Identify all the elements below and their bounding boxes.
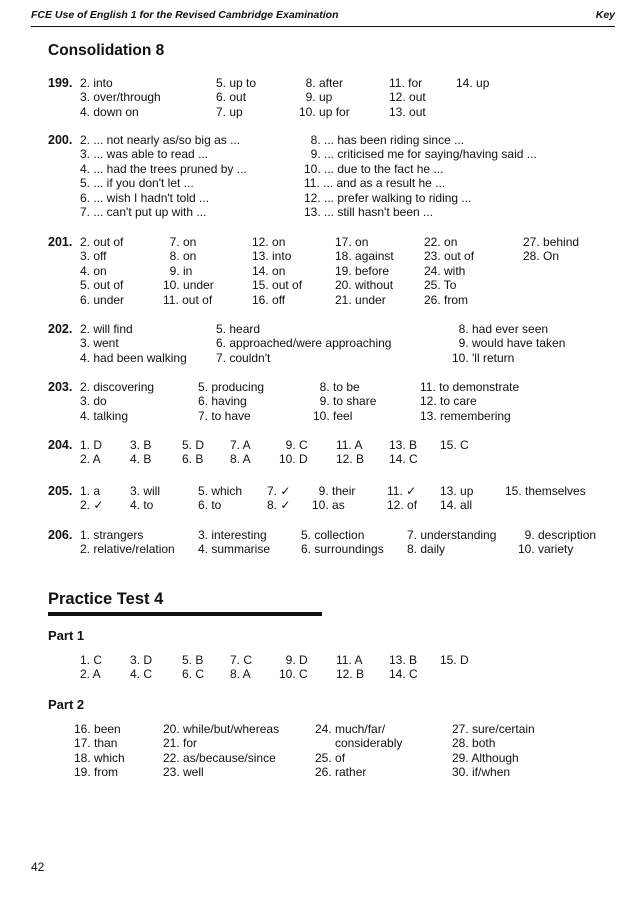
answer-item: 5. which [198, 484, 243, 498]
answer-item: 10. feel [313, 408, 353, 423]
answer-item: 14. all [440, 498, 473, 513]
answer-item: 3. B [130, 438, 152, 452]
answer-item: 13. ... still hasn't been ... [304, 204, 434, 219]
answer-item: 15. C [440, 438, 469, 452]
answer-item: 27. sure/certain [452, 722, 535, 736]
answer-column [80, 653, 102, 682]
answer-item: 12. B [336, 452, 365, 467]
answer-column [130, 438, 151, 467]
answer-item: 12. out [389, 90, 426, 105]
exercise-number: 203. [48, 380, 73, 394]
answer-item: 23. well [163, 765, 204, 780]
answer-item: 7. to have [198, 408, 251, 423]
answer-column [216, 76, 256, 119]
answer-item: 12. of [387, 498, 418, 513]
answer-item: 6. out [216, 90, 247, 105]
answer-item: 3. will [130, 484, 161, 498]
answer-item: 8. after [299, 76, 344, 90]
answer-item: 10. 'll return [452, 350, 515, 365]
answer-column [312, 484, 355, 513]
answer-column [80, 484, 103, 513]
answer-item: 7. ... can't put up with ... [80, 204, 207, 219]
answer-item: 7. A [230, 438, 251, 452]
answer-item: 3. D [130, 653, 153, 667]
answer-item: 3. interesting [198, 528, 267, 542]
answer-item: 1. D [80, 438, 103, 452]
answer-column [335, 235, 394, 307]
answer-item: 4. talking [80, 408, 129, 423]
exercise-number: 202. [48, 322, 73, 336]
answer-item: 14. C [389, 667, 418, 682]
answer-item: 5. ... if you don't let ... [80, 176, 194, 191]
answer-item: 14. up [456, 76, 490, 90]
answer-column [523, 235, 579, 264]
answer-item: 5. out of [80, 278, 124, 293]
answer-item: 12. ... prefer walking to riding ... [304, 190, 472, 205]
answer-item: 12. B [336, 667, 365, 682]
answer-item: 2. relative/relation [80, 542, 175, 557]
practice-test-rule [48, 612, 322, 616]
answer-item: 13. out [389, 104, 426, 119]
answer-item: 20. without [335, 278, 394, 293]
consolidation-heading: Consolidation 8 [48, 42, 165, 59]
answer-item: 11. ✓ [387, 484, 417, 498]
answer-item: 16. been [74, 722, 121, 736]
answer-column [440, 653, 469, 667]
answer-item: 7. understanding [407, 528, 497, 542]
answer-item: 7. ✓ [267, 484, 291, 498]
answer-item: 5. D [182, 438, 205, 452]
answer-item: 15. out of [252, 278, 303, 293]
answer-item: 10. variety [518, 542, 574, 557]
exercise-number: 205. [48, 484, 73, 498]
answer-item: 11. A [336, 438, 363, 452]
answer-item: 29. Although [452, 750, 519, 765]
answer-item: 4. summarise [198, 542, 271, 557]
answer-item: 25. To [424, 278, 457, 293]
answer-item: 11. for [389, 76, 423, 90]
answer-column [182, 653, 204, 682]
answer-column [315, 722, 402, 780]
answer-column [387, 484, 417, 513]
answer-column [279, 653, 308, 682]
answer-column [407, 528, 496, 557]
answer-column [389, 653, 418, 682]
answer-item: 22. as/because/since [163, 750, 276, 765]
answer-item: 10. up for [299, 104, 350, 119]
answer-item: 17. than [74, 736, 118, 751]
answer-column [80, 76, 161, 119]
answer-item: 6. B [182, 452, 204, 467]
answer-column [198, 380, 264, 423]
exercise-number: 201. [48, 235, 73, 249]
answer-item: 26. rather [315, 765, 367, 780]
answer-item: 3. went [80, 336, 119, 351]
answer-item: 6. approached/were approaching [216, 336, 392, 351]
running-header-title: FCE Use of English 1 for the Revised Cambridge Examination [31, 9, 339, 21]
answer-item: 9. would have taken [452, 336, 566, 351]
answer-item: 20. while/but/whereas [163, 722, 280, 736]
answer-item: 22. on [424, 235, 458, 249]
answer-item: 14. C [389, 452, 418, 467]
answer-item: 8. A [230, 667, 251, 682]
answer-item: 2. ... not nearly as/so big as ... [80, 133, 241, 147]
answer-item: 21. for [163, 736, 198, 751]
practice-test-heading: Practice Test 4 [48, 590, 164, 608]
answer-item: 18. against [335, 249, 394, 264]
answer-column [163, 722, 279, 780]
answer-item: 21. under [335, 292, 386, 307]
answer-item: 4. B [130, 452, 152, 467]
exercise-number: 204. [48, 438, 73, 452]
answer-item: 14. on [252, 263, 286, 278]
answer-item: 10. as [312, 498, 345, 513]
answer-item: 12. on [252, 235, 286, 249]
answer-item: 28. On [523, 249, 560, 264]
answer-item: 25. of [315, 750, 346, 765]
answer-item: considerably [315, 736, 403, 751]
answer-item: 4. C [130, 667, 153, 682]
answer-item: 18. which [74, 750, 125, 765]
answer-column [252, 235, 302, 307]
answer-column [198, 528, 270, 557]
answer-item: 9. ... criticised me for saying/having said ... [304, 147, 537, 162]
answer-item: 15. themselves [505, 484, 586, 498]
answer-item: 5. collection [301, 528, 365, 542]
answer-item: 8. ✓ [267, 498, 291, 513]
answer-item: 4. to [130, 498, 154, 513]
answer-column [452, 322, 565, 365]
answer-column [230, 438, 251, 467]
answer-column [130, 653, 152, 682]
answer-column [182, 438, 204, 467]
answer-item: 3. do [80, 394, 107, 409]
answer-item: 3. ... was able to read ... [80, 147, 209, 162]
answer-column [130, 484, 160, 513]
answer-item: 2. out of [80, 235, 124, 249]
answer-item: 9. to share [313, 394, 377, 409]
answer-column [267, 484, 290, 513]
answer-column [299, 76, 350, 119]
answer-item: 11. ... and as a result he ... [304, 176, 446, 191]
answer-column [80, 322, 187, 365]
answer-item: 4. down on [80, 104, 139, 119]
answer-item: 10. D [279, 452, 308, 467]
answer-column [336, 653, 364, 682]
answer-column [198, 484, 242, 513]
answer-item: 7. couldn't [216, 350, 271, 365]
answer-item: 2. A [80, 667, 101, 682]
answer-column [80, 528, 175, 557]
answer-item: 6. surroundings [301, 542, 384, 557]
answer-column [440, 438, 469, 452]
part-2-heading: Part 2 [48, 697, 85, 712]
answer-column [74, 722, 125, 780]
answer-column [80, 438, 102, 467]
answer-item: 10. under [163, 278, 214, 293]
answer-item: 2. A [80, 452, 101, 467]
answer-item: 13. B [389, 438, 418, 452]
answer-item: 9. in [163, 263, 193, 278]
answer-column [518, 528, 596, 557]
answer-item: 6. C [182, 667, 205, 682]
answer-column [420, 380, 519, 423]
answer-column [389, 76, 426, 119]
answer-item: 26. from [424, 292, 469, 307]
answer-item: 13. into [252, 249, 292, 264]
answer-item: 4. had been walking [80, 350, 187, 365]
answer-column [336, 438, 364, 467]
answer-item: 9. D [279, 653, 308, 667]
answer-column [304, 133, 537, 219]
answer-item: 28. both [452, 736, 496, 751]
answer-column [389, 438, 418, 467]
answer-item: 8. ... has been riding since ... [304, 133, 465, 147]
answer-item: 16. off [252, 292, 286, 307]
answer-item: 1. a [80, 484, 101, 498]
answer-item: 1. C [80, 653, 103, 667]
answer-item: 8. to be [313, 380, 360, 394]
answer-column [313, 380, 376, 423]
exercise-number: 200. [48, 133, 73, 147]
answer-item: 10. C [279, 667, 308, 682]
answer-item: 5. heard [216, 322, 261, 336]
answer-column [80, 235, 124, 307]
answer-column [301, 528, 384, 557]
answer-item: 8. daily [407, 542, 446, 557]
answer-item: 2. ✓ [80, 498, 104, 513]
answer-column [452, 722, 535, 780]
answer-item: 9. up [299, 90, 333, 105]
answer-item: 13. remembering [420, 408, 511, 423]
header-rule [31, 26, 615, 27]
answer-item: 23. out of [424, 249, 475, 264]
answer-item: 10. ... due to the fact he ... [304, 161, 444, 176]
answer-column [163, 235, 214, 307]
part-1-heading: Part 1 [48, 628, 85, 643]
answer-column [216, 322, 391, 365]
answer-item: 24. with [424, 263, 466, 278]
answer-item: 3. over/through [80, 90, 161, 105]
answer-item: 15. D [440, 653, 469, 667]
answer-column [440, 484, 473, 513]
answer-item: 17. on [335, 235, 369, 249]
answer-item: 24. much/far/ [315, 722, 386, 736]
answer-item: 13. B [389, 653, 418, 667]
answer-item: 2. into [80, 76, 113, 90]
answer-item: 5. producing [198, 380, 265, 394]
answer-item: 7. up [216, 104, 243, 119]
answer-item: 8. had ever seen [452, 322, 549, 336]
exercise-number: 199. [48, 76, 73, 90]
answer-item: 13. up [440, 484, 474, 498]
answer-item: 8. A [230, 452, 251, 467]
answer-item: 7. C [230, 653, 253, 667]
answer-item: 27. behind [523, 235, 580, 249]
answer-item: 7. on [163, 235, 197, 249]
answer-item: 9. C [279, 438, 308, 452]
answer-item: 6. under [80, 292, 125, 307]
answer-item: 19. from [74, 765, 119, 780]
answer-item: 11. A [336, 653, 363, 667]
answer-item: 2. will find [80, 322, 133, 336]
answer-item: 19. before [335, 263, 390, 278]
answer-item: 5. up to [216, 76, 257, 90]
exercise-number: 206. [48, 528, 73, 542]
answer-column [80, 133, 247, 219]
answer-item: 5. B [182, 653, 204, 667]
answer-item: 9. their [312, 484, 356, 498]
answer-item: 2. discovering [80, 380, 155, 394]
answer-column [230, 653, 252, 682]
answer-item: 6. having [198, 394, 247, 409]
answer-item: 8. on [163, 249, 197, 264]
answer-item: 11. to demonstrate [420, 380, 520, 394]
answer-item: 30. if/when [452, 765, 511, 780]
answer-item: 1. strangers [80, 528, 144, 542]
answer-column [456, 76, 489, 90]
answer-column [80, 380, 154, 423]
answer-column [279, 438, 308, 467]
answer-item: 11. out of [163, 292, 213, 307]
answer-item: 4. on [80, 263, 107, 278]
answer-item: 4. ... had the trees pruned by ... [80, 161, 247, 176]
answer-column [505, 484, 586, 498]
running-header-key: Key [595, 9, 615, 21]
answer-item: 9. description [518, 528, 597, 542]
answer-column [424, 235, 474, 307]
answer-item: 3. off [80, 249, 107, 264]
answer-item: 12. to care [420, 394, 477, 409]
answer-item: 6. to [198, 498, 222, 513]
page-number: 42 [31, 860, 45, 874]
answer-item: 6. ... wish I hadn't told ... [80, 190, 210, 205]
